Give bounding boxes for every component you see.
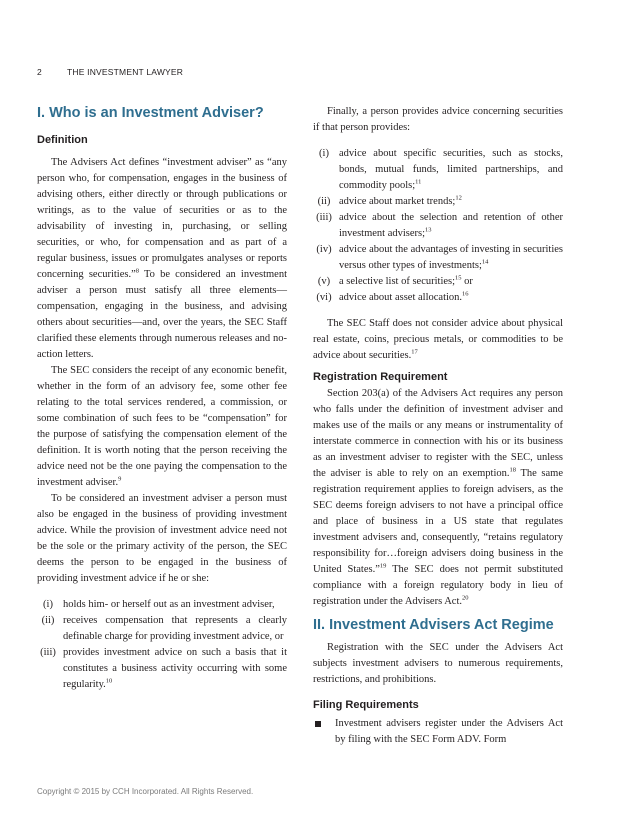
list-item-text: advice about asset allocation. bbox=[339, 292, 463, 303]
list-item-text: a selective list of securities; bbox=[339, 276, 456, 287]
list-item bbox=[37, 613, 287, 645]
registration-text: Section 203(a) of the Advisers Act requires any person who falls under the definition of investment adviser and makes use of the mails or any means or instrumentality of interstate commerce in connection with his or its business as an investment adviser to register with the SEC, unless the adviser is able to rely on an exemption. bbox=[313, 388, 563, 479]
definition-heading: Definition bbox=[37, 134, 88, 146]
footnote-ref: 11 bbox=[415, 178, 422, 186]
business-criteria-list bbox=[37, 597, 287, 693]
registration-text-tail2: The SEC does not permit substituted compliance with a foreign regulatory body in lieu of registration under the Advisers Act. bbox=[313, 564, 563, 607]
list-item-text: advice about the selection and retention of other investment advisers; bbox=[339, 212, 563, 239]
list-numeral: (iii) bbox=[316, 212, 332, 223]
list-item-text: advice about market trends; bbox=[339, 196, 456, 207]
page-number: 2 bbox=[37, 67, 42, 77]
section-title-regime: II. Investment Advisers Act Regime bbox=[313, 617, 554, 633]
list-item bbox=[313, 210, 563, 242]
list-item bbox=[37, 645, 287, 693]
footnote-ref: 14 bbox=[481, 258, 489, 266]
footnote-ref: 8 bbox=[135, 267, 140, 275]
footnote-ref: 19 bbox=[379, 562, 387, 570]
list-numeral: (iii) bbox=[40, 647, 56, 658]
list-numeral: (vi) bbox=[316, 292, 332, 303]
right-column bbox=[313, 104, 563, 748]
list-item-text: provides investment advice on such a basis that it constitutes a business activity occurring with some regularity. bbox=[63, 647, 287, 690]
list-item-text: advice about specific securities, such as stocks, bonds, mutual funds, limited partnerships, and commodity pools; bbox=[339, 148, 563, 191]
list-numeral: (iv) bbox=[316, 244, 332, 255]
list-item-text: receives compensation that represents a clearly definable charge for providing investment advice, or bbox=[63, 615, 287, 642]
list-item-text: advice about the advantages of investing in securities versus other types of investments; bbox=[339, 244, 563, 271]
footnote-ref: 18 bbox=[509, 466, 517, 474]
list-item-tail: or bbox=[461, 276, 473, 287]
list-item bbox=[313, 716, 563, 748]
advice-types-list bbox=[313, 146, 563, 306]
list-item bbox=[313, 242, 563, 274]
list-numeral: (ii) bbox=[41, 615, 55, 626]
page-footer: Copyright © 2015 by CCH Incorporated. All Rights Reserved. bbox=[37, 787, 254, 796]
list-item bbox=[313, 194, 563, 210]
list-item bbox=[313, 146, 563, 194]
footnote-ref: 17 bbox=[411, 348, 418, 356]
footnote-ref: 16 bbox=[462, 290, 469, 298]
running-title: THE INVESTMENT LAWYER bbox=[67, 67, 184, 77]
compensation-text: The SEC considers the receipt of any economic benefit, whether in the form of an advisory fee, some other fee relating to the total services rendered, a commission, or some combination of such fees to be “compensation” for the purpose of satisfying the compensation element of the definition. It is worth noting that the person receiving the advice need not be the one paying the compensation to the investment adviser. bbox=[37, 365, 287, 488]
footnote-ref: 15 bbox=[455, 274, 462, 282]
staff-paragraph bbox=[313, 316, 563, 364]
section-title-who-is-adviser: I. Who is an Investment Adviser? bbox=[37, 105, 264, 121]
registration-heading: Registration Requirement bbox=[313, 371, 448, 383]
filing-heading: Filing Requirements bbox=[313, 699, 419, 711]
footnote-ref: 9 bbox=[118, 475, 122, 483]
left-column bbox=[37, 104, 287, 693]
list-item bbox=[313, 290, 563, 306]
footnote-ref: 12 bbox=[455, 194, 462, 202]
finally-paragraph: Finally, a person provides advice concerning securities if that person provides: bbox=[313, 106, 563, 133]
running-header bbox=[37, 67, 183, 77]
list-item-text: holds him- or herself out as an investment adviser, bbox=[63, 599, 275, 610]
footnote-ref: 13 bbox=[425, 226, 432, 234]
definition-text: The Advisers Act defines “investment adviser” as “any person who, for compensation, engages in the business of advising others, either directly or through publications or writings, as to the value of securities or as to the advisability of investing in, purchasing, or selling securities, or who, for compensation and as part of a regular business, issues or promulgates analyses or reports concerning securities.” bbox=[37, 157, 287, 280]
registration-paragraph bbox=[313, 386, 563, 610]
staff-text: The SEC Staff does not consider advice about physical real estate, coins, precious metals, or commodities to be advice about securities. bbox=[313, 318, 563, 361]
list-numeral: (i) bbox=[43, 599, 53, 610]
footnote-ref: 10 bbox=[105, 677, 113, 685]
list-numeral: (ii) bbox=[317, 196, 331, 207]
registration-text-tail: The same registration requirement applies to foreign advisers, as the SEC deems foreign advisers to not have a principal office and place of business in a US state that regulates investment advisers and, consequently, “retains regulatory responsibility for…foreign advisers doing business in the United States.” bbox=[313, 468, 563, 575]
bullet-square-icon bbox=[315, 721, 321, 727]
bullet-text: Investment advisers register under the Advisers Act by filing with the SEC Form ADV. Form bbox=[335, 718, 563, 745]
list-item bbox=[313, 274, 563, 290]
regime-paragraph: Registration with the SEC under the Advisers Act subjects investment advisers to numerous requirements, restrictions, and prohibitions. bbox=[313, 642, 563, 685]
definition-text-tail: To be considered an investment adviser a person must satisfy all three elements—compensation, engaging in the business, and advising others about securities—and, over the years, the SEC Staff clarified these elements through numerous releases and no-action letters. bbox=[37, 269, 287, 360]
list-item bbox=[37, 597, 287, 613]
definition-paragraph bbox=[37, 155, 287, 363]
footnote-ref: 20 bbox=[462, 594, 469, 602]
filing-bullets bbox=[313, 716, 563, 748]
list-numeral: (v) bbox=[317, 276, 331, 287]
business-paragraph: To be considered an investment adviser a person must also be engaged in the business of providing investment advice. While the provision of investment advice need not be the sole or the primary activity of the person, the SEC deems the person to be engaged in the business of providing investment advice if he or she: bbox=[37, 493, 287, 584]
compensation-paragraph bbox=[37, 363, 287, 491]
list-numeral: (i) bbox=[319, 148, 329, 159]
